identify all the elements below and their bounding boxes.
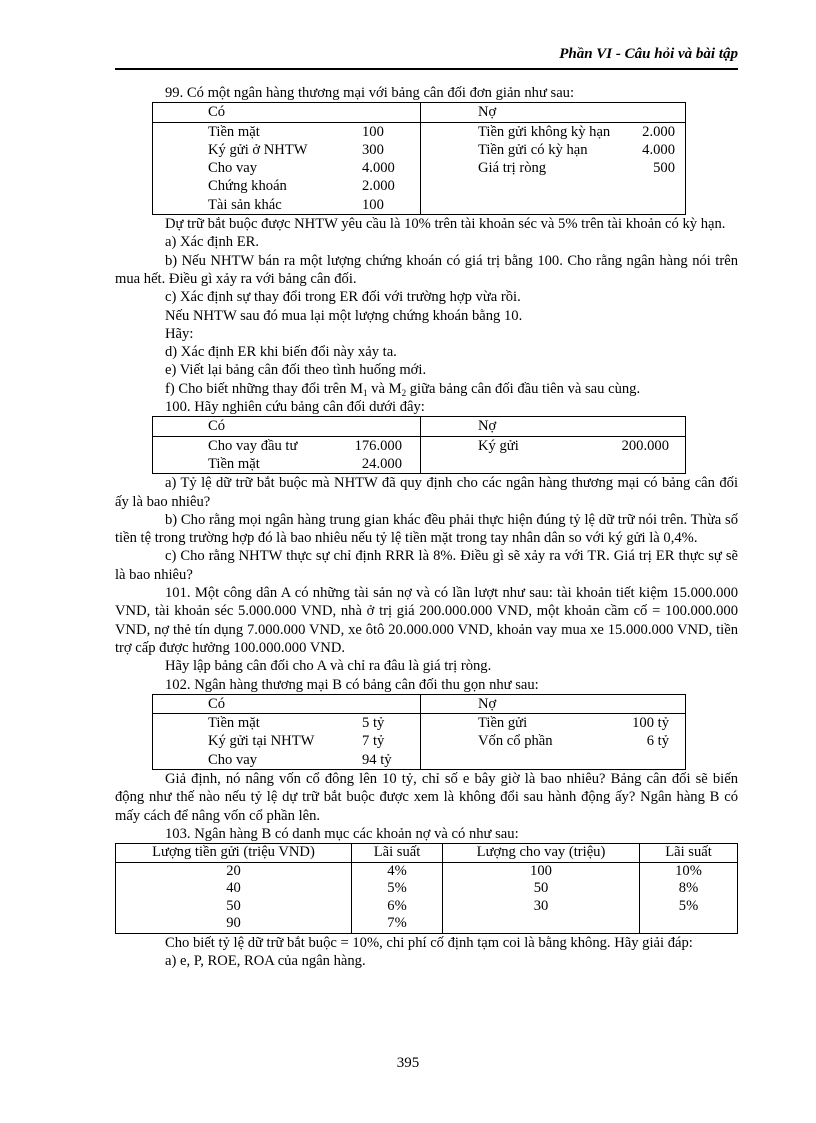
asset-row: Tài sản khác 100 (208, 196, 384, 213)
q100-intro: 100. Hãy nghiên cứu bảng cân đối dưới đây: (165, 399, 425, 416)
col-header: Lãi suất (640, 844, 738, 863)
q99-reserve-text: Dự trữ bắt buộc được NHTW yêu cầu là 10% trên tài khoản séc và 5% trên tài khoản có kỳ hạn. (165, 216, 726, 233)
col-header: Lượng tiền gửi (triệu VND) (116, 844, 352, 863)
liabilities-header: Nợ (421, 694, 686, 713)
liability-row: Tiền gửi 100 tỷ (478, 715, 669, 732)
col-header: Lãi suất (352, 844, 443, 863)
assets-header: Có (153, 694, 421, 713)
q103-part-a: a) e, P, ROE, ROA của ngân hàng. (165, 952, 366, 969)
table-row: 50 6% 30 5% (116, 898, 738, 916)
q100-part-b: b) Cho rằng mọi ngân hàng trung gian khác đều phải thực hiện đúng tỷ lệ dữ trữ nói trên. Thừa số tiền tệ trong trường hợp đó là bao nhiêu nếu tỷ lệ tiền mặt trong tay nhân dân so với ký gửi là 0,4%. (115, 511, 738, 547)
page-content (115, 84, 738, 970)
col-header: Lượng cho vay (triệu) (443, 844, 640, 863)
q100-balance-sheet (152, 416, 686, 474)
q103-intro: 103. Ngân hàng B có danh mục các khoản nợ và có như sau: (165, 825, 519, 842)
liability-row: Tiền gửi không kỳ hạn 2.000 (478, 123, 675, 140)
asset-row: Cho vay đầu tư 176.000 (208, 437, 402, 454)
table-row: 40 5% 50 8% (116, 880, 738, 898)
asset-row: Cho vay 4.000 (208, 160, 395, 177)
asset-row: Tiền mặt 100 (208, 123, 384, 140)
liability-row: Vốn cổ phần 6 tỷ (478, 733, 669, 750)
table-row: 90 7% (116, 915, 738, 933)
asset-row: Tiền mặt 24.000 (208, 455, 402, 472)
q102-balance-sheet (152, 694, 686, 770)
assets-header: Có (153, 417, 421, 436)
asset-row: Ký gửi tại NHTW 7 tỷ (208, 733, 385, 750)
q99-part-f: f) Cho biết những thay đổi trên $M_1$ và $M_2$ giữa bảng cân đối đầu tiên và sau cùng. (165, 380, 641, 398)
q99-part-c2: Nếu NHTW sau đó mua lại một lượng chứng khoán bằng 10. (165, 307, 523, 324)
header-rule (115, 68, 738, 70)
q101-task: Hãy lập bảng cân đối cho A và chỉ ra đâu là giá trị ròng. (165, 658, 492, 675)
q103-text: Cho biết tỷ lệ dữ trữ bắt buộc = 10%, chi phí cố định tạm coi là bằng không. Hãy giải đáp: (165, 934, 693, 951)
q99-part-d: d) Xác định ER khi biến đổi này xảy ta. (165, 344, 397, 361)
q103-table (115, 843, 738, 934)
q102-intro: 102. Ngân hàng thương mại B có bảng cân đối thu gọn như sau: (165, 676, 539, 693)
q99-part-c: c) Xác định sự thay đổi trong ER đối với trường hợp vừa rồi. (165, 289, 521, 306)
q100-part-a: a) Tỷ lệ dữ trữ bắt buộc mà NHTW đã quy định cho các ngân hàng thương mại có bảng cân đối ấy là bao nhiêu? (115, 475, 738, 510)
page-header: Phần VI - Câu hỏi và bài tập (559, 46, 738, 62)
liability-row: Tiền gửi có kỳ hạn 4.000 (478, 141, 675, 158)
q99-intro: 99. Có một ngân hàng thương mại với bảng cân đối đơn giản như sau: (165, 85, 575, 101)
asset-row: Tiền mặt 5 tỷ (208, 715, 385, 732)
asset-row: Chứng khoán 2.000 (208, 178, 395, 195)
liabilities-header: Nợ (421, 417, 686, 436)
q99-part-b: b) Nếu NHTW bán ra một lượng chứng khoán có giá trị bằng 100. Cho rằng ngân hàng nói trên mua hết. Điều gì xảy ra với bảng cân đối. (115, 252, 738, 287)
asset-row: Cho vay 94 tỷ (208, 751, 392, 768)
page-number: 395 (396, 1055, 420, 1071)
q99-part-e: e) Viết lại bảng cân đối theo tình huống mới. (165, 362, 427, 379)
liability-row: Ký gửi 200.000 (478, 437, 669, 454)
table-row: 20 4% 100 10% (116, 862, 738, 880)
liability-row: Giá trị ròng 500 (478, 160, 675, 177)
q102-text: Giả định, nó nâng vốn cổ đông lên 10 tỷ, chỉ số e bây giờ là bao nhiêu? Bảng cân đối sẽ biến động như thế nào nếu tỷ lệ dự trữ bắt buộc được xem là không đổi sau hành động ấy? Ngân hàng B có mấy cách để nâng vốn cổ phần lên. (115, 770, 738, 824)
asset-row: Ký gửi ở NHTW 300 (208, 141, 384, 158)
q100-part-c: c) Cho rằng NHTW thực sự chỉ định RRR là 8%. Điều gì sẽ xảy ra với TR. Giá trị ER thực sự sẽ là bao nhiêu? (115, 548, 738, 583)
q99-hay: Hãy: (165, 325, 194, 342)
assets-header: Có (153, 103, 421, 122)
q99-balance-sheet (152, 102, 686, 215)
q99-part-a: a) Xác định ER. (165, 234, 260, 251)
q101-text: 101. Một công dân A có những tài sản nợ và có lần lượt như sau: tài khoản tiết kiệm 15.000.000 VND, tài khoản séc 5.000.000 VND, nhà ở trị giá 200.000.000 VND, một khoản cầm cố = 100.000.000 VND, nợ thẻ tín dụng 7.000.000 VND, xe ôtô 20.000.000 VND, khoản vay mua xe 15.000.000 VND, tiền trợ cấp được hưởng 100.000.000 VND. (115, 585, 738, 656)
liabilities-header: Nợ (421, 103, 686, 122)
